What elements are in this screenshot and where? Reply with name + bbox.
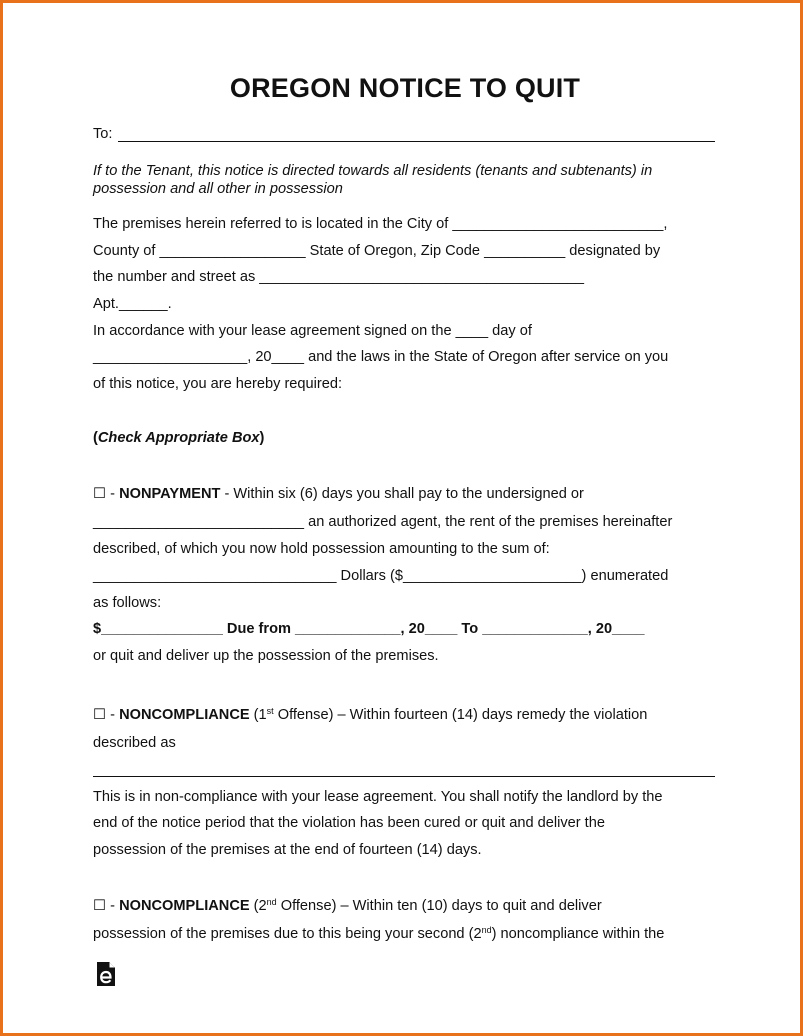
noncompliance-1-rest: Offense) – Within fourteen (14) days remedy the violation: [273, 707, 648, 723]
check-box-text: Check Appropriate Box: [97, 430, 260, 446]
nonpayment-checkbox[interactable]: ☐: [93, 486, 107, 502]
check-paren-open: (: [93, 430, 98, 446]
premises-line-3: the number and street as ________________________________________: [93, 269, 584, 285]
premises-line-5: In accordance with your lease agreement signed on the ____ day of: [93, 323, 532, 339]
nonpayment-first-line-rest: - Within six (6) days you shall pay to the undersigned or: [220, 486, 584, 502]
noncompliance-1-body-1: This is in non-compliance with your lease agreement. You shall notify the landlord by the: [93, 789, 663, 805]
document-title: OREGON NOTICE TO QUIT: [229, 73, 581, 103]
noncompliance-2-paren: (2: [249, 898, 267, 914]
noncompliance-1-described-as: described as: [93, 735, 176, 751]
nonpayment-due-row: $_______________ Due from _____________, 20____ To _____________, 20____: [93, 621, 645, 637]
noncompliance-2-line-2: [93, 926, 664, 942]
noncompliance-1-body-3: possession of the premises at the end of fourteen (14) days.: [93, 842, 482, 858]
noncompliance-1-checkbox[interactable]: ☐: [93, 707, 107, 723]
noncompliance-2-sup: nd: [266, 897, 277, 907]
noncompliance-1-sup: st: [266, 706, 274, 716]
check-paren-close: ): [259, 430, 265, 446]
premises-line-4: Apt.______.: [93, 296, 172, 312]
noncompliance-2-rest: Offense) – Within ten (10) days to quit and deliver: [276, 898, 602, 914]
nonpayment-dash: -: [106, 486, 120, 502]
premises-line-6: ___________________, 20____ and the laws in the State of Oregon after service on you: [93, 349, 669, 365]
noncompliance-2-heading: NONCOMPLIANCE: [119, 898, 250, 914]
noncompliance-1-heading: NONCOMPLIANCE: [119, 707, 250, 723]
violation-blank-line: [93, 776, 715, 777]
nonpayment-line-4: as follows:: [93, 595, 162, 611]
to-blank-line: [118, 127, 715, 142]
eforms-logo-icon: [95, 961, 117, 987]
noncompliance-2-checkbox[interactable]: ☐: [93, 898, 107, 914]
nonpayment-heading: NONPAYMENT: [119, 486, 221, 502]
noncompliance-1-paren: (1: [249, 707, 267, 723]
noncompliance-2-line2-sup: nd: [481, 925, 492, 935]
nonpayment-line-3: ______________________________ Dollars ($______________________) enumerated: [93, 568, 669, 584]
intro-italic-line-1: If to the Tenant, this notice is directed towards all residents (tenants and subtenants) in: [93, 163, 653, 179]
premises-line-7: of this notice, you are hereby required:: [93, 376, 343, 392]
noncompliance-2-dash: -: [106, 898, 120, 914]
to-field-row: [93, 126, 715, 142]
to-label: To:: [93, 126, 113, 142]
noncompliance-1-heading-line: [93, 706, 647, 723]
noncompliance-2-line2-start: possession of the premises due to this being your second (2: [93, 926, 482, 942]
noncompliance-2-line2-end: ) noncompliance within the: [491, 926, 665, 942]
nonpayment-line-2: described, of which you now hold possession amounting to the sum of:: [93, 541, 550, 557]
premises-line-2: County of __________________ State of Oregon, Zip Code __________ designated by: [93, 243, 661, 259]
noncompliance-1-dash: -: [106, 707, 120, 723]
check-box-instruction: [93, 430, 264, 446]
nonpayment-last-line: or quit and deliver up the possession of the premises.: [93, 648, 439, 664]
intro-italic-line-2: possession and all other in possession: [93, 181, 343, 197]
premises-line-1: The premises herein referred to is located in the City of __________________________,: [93, 216, 668, 232]
nonpayment-line-1: __________________________ an authorized agent, the rent of the premises hereinafter: [93, 514, 673, 530]
noncompliance-2-heading-line: [93, 897, 602, 914]
nonpayment-heading-line: [93, 485, 584, 502]
noncompliance-1-body-2: end of the notice period that the violation has been cured or quit and deliver the: [93, 815, 605, 831]
